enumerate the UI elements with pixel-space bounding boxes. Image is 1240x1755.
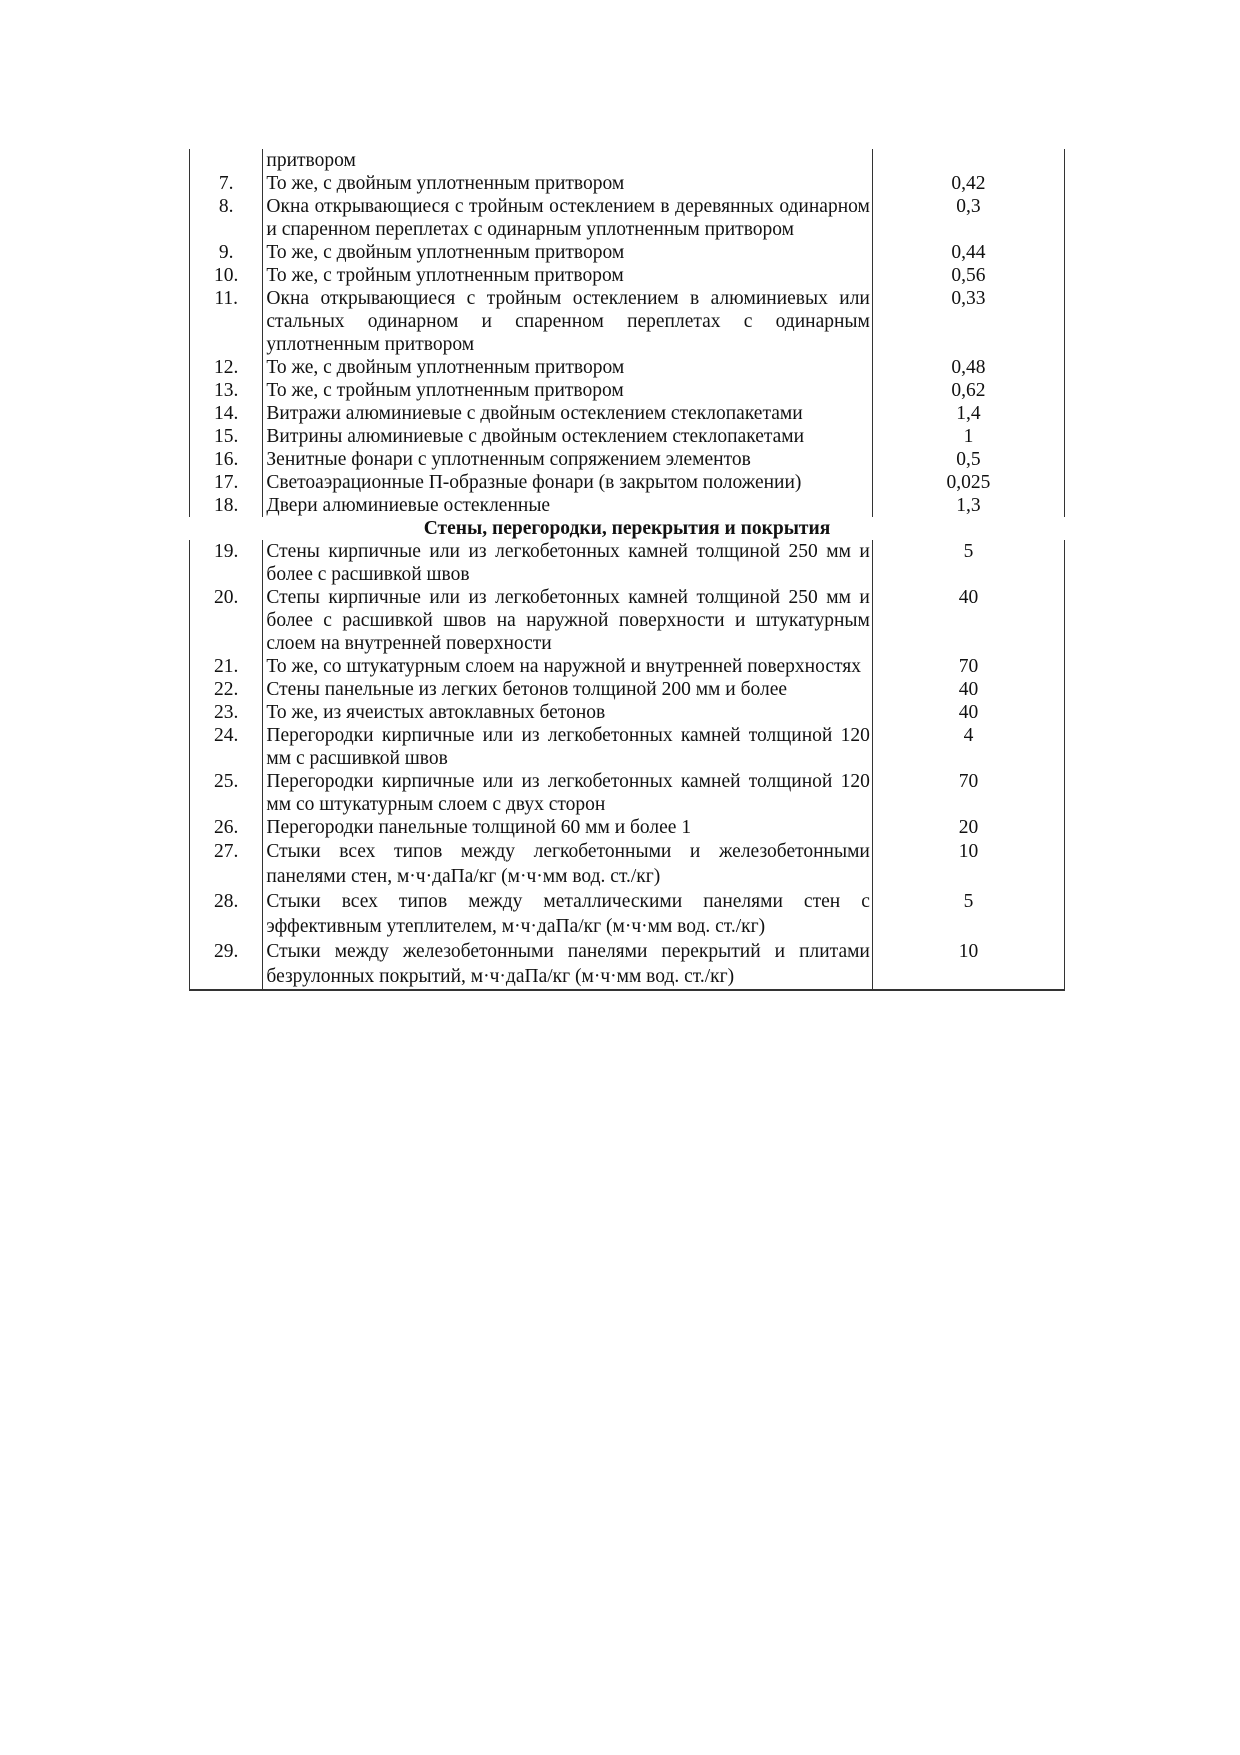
cell-val: 70 xyxy=(872,770,1064,816)
table-row xyxy=(190,149,1065,172)
cell-val: 1 xyxy=(872,425,1064,448)
cell-val: 0,48 xyxy=(872,356,1064,379)
cell-desc: Светоаэрационные П-образные фонари (в закрытом положении) xyxy=(266,472,802,493)
cell-num: 14. xyxy=(190,402,263,425)
cell-val: 10 xyxy=(872,839,1064,889)
table-row xyxy=(190,287,1065,356)
cell-val: 20 xyxy=(872,816,1064,839)
cell-val: 0,56 xyxy=(872,264,1064,287)
cell-num: 23. xyxy=(190,701,263,724)
cell-val: 70 xyxy=(872,655,1064,678)
table-row xyxy=(190,540,1065,586)
cell-num: 17. xyxy=(190,471,263,494)
cell-num: 27. xyxy=(190,839,263,889)
cell-num: 26. xyxy=(190,816,263,839)
cell-val: 1,3 xyxy=(872,494,1064,517)
cell-desc: Витрины алюминиевые с двойным остеклением стеклопакетами xyxy=(266,426,805,447)
cell-num: 25. xyxy=(190,770,263,816)
table-row xyxy=(190,264,1065,287)
cell-desc: Степы кирпичные или из легкобетонных камней толщиной 250 мм и более с расшивкой швов на наружной поверхности и штукатурным слоем на внутренней поверхности xyxy=(266,587,870,654)
cell-desc: Двери алюминиевые остекленные xyxy=(266,495,551,516)
cell-num: 22. xyxy=(190,678,263,701)
cell-desc: Стыки между железобетонными панелями перекрытий и плитами безрулонных покрытий, м·ч·даПа/кг (м·ч·мм вод. ст./кг) xyxy=(263,939,872,990)
cell-num: 13. xyxy=(190,379,263,402)
cell-num: 19. xyxy=(190,540,263,586)
cell-num: 18. xyxy=(190,494,263,517)
cell-desc: То же, с тройным уплотненным притвором xyxy=(266,380,624,401)
table-row xyxy=(190,379,1065,402)
cell-desc: Стены панельные из легких бетонов толщиной 200 мм и более xyxy=(266,679,788,700)
table-row xyxy=(190,839,1065,889)
table-row xyxy=(190,425,1065,448)
cell-desc: То же, из ячеистых автоклавных бетонов xyxy=(266,702,606,723)
cell-desc: Стены кирпичные или из легкобетонных камней толщиной 250 мм и более с расшивкой швов xyxy=(266,541,870,585)
cell-val: 0,3 xyxy=(872,195,1064,241)
cell-val: 1,4 xyxy=(872,402,1064,425)
section-row xyxy=(190,517,1065,540)
cell-val xyxy=(872,149,1064,172)
cell-val: 5 xyxy=(872,889,1064,939)
table-row xyxy=(190,195,1065,241)
table-body-windows xyxy=(190,149,1065,517)
cell-num: 12. xyxy=(190,356,263,379)
table-row xyxy=(190,889,1065,939)
air-permeability-table xyxy=(189,149,1065,991)
cell-val: 0,5 xyxy=(872,448,1064,471)
cell-num: 7. xyxy=(190,172,263,195)
cell-desc: То же, с двойным уплотненным притвором xyxy=(266,242,625,263)
cell-desc: Перегородки панельные толщиной 60 мм и более 1 xyxy=(266,817,692,838)
cell-desc: То же, с двойным уплотненным притвором xyxy=(266,357,625,378)
cell-desc: Окна открывающиеся с тройным остеклением в деревянных одинарном и спаренном переплетах с одинарным уплотненным притвором xyxy=(266,196,870,240)
cell-desc: То же, с тройным уплотненным притвором xyxy=(266,265,624,286)
table-row xyxy=(190,471,1065,494)
cell-num: 10. xyxy=(190,264,263,287)
cell-num: 15. xyxy=(190,425,263,448)
table-row xyxy=(190,172,1065,195)
cell-desc: притвором xyxy=(266,150,356,171)
cell-val: 0,42 xyxy=(872,172,1064,195)
table-body-walls xyxy=(190,540,1065,990)
table-row xyxy=(190,356,1065,379)
table-row xyxy=(190,724,1065,770)
cell-desc: Окна открывающиеся с тройным остеклением в алюминиевых или стальных одинарном и спаренном переплетах с одинарным уплотненным притвором xyxy=(266,288,870,355)
table-row xyxy=(190,701,1065,724)
table-row xyxy=(190,939,1065,990)
cell-val: 10 xyxy=(872,939,1064,990)
cell-num: 16. xyxy=(190,448,263,471)
cell-desc: Перегородки кирпичные или из легкобетонных камней толщиной 120 мм со штукатурным слоем с двух сторон xyxy=(266,771,870,815)
cell-desc: Стыки всех типов между легкобетонными и железобетонными панелями стен, м·ч·даПа/кг (м·ч·мм вод. ст./кг) xyxy=(266,841,870,887)
table-row xyxy=(190,586,1065,655)
cell-val: 0,62 xyxy=(872,379,1064,402)
document-page xyxy=(189,149,1065,991)
table-row xyxy=(190,770,1065,816)
table-section-header xyxy=(190,517,1065,540)
table-row xyxy=(190,816,1065,839)
cell-num: 8. xyxy=(190,195,263,241)
cell-desc: Стыки всех типов между металлическими панелями стен с эффективным утеплителем, м·ч·даПа/кг (м·ч·мм вод. ст./кг) xyxy=(266,891,870,937)
cell-val: 4 xyxy=(872,724,1064,770)
cell-desc: Витражи алюминиевые с двойным остеклением стеклопакетами xyxy=(266,403,803,424)
cell-desc: То же, со штукатурным слоем на наружной и внутренней поверхностях xyxy=(266,656,861,677)
table-row xyxy=(190,655,1065,678)
table-row xyxy=(190,494,1065,517)
cell-val: 0,33 xyxy=(872,287,1064,356)
cell-num: 11. xyxy=(190,287,263,356)
cell-num: 29. xyxy=(190,939,263,990)
table-row xyxy=(190,448,1065,471)
cell-desc: Зенитные фонари с уплотненным сопряжением элементов xyxy=(266,449,751,470)
cell-val: 40 xyxy=(872,586,1064,655)
section-title: Стены, перегородки, перекрытия и покрытия xyxy=(423,518,831,539)
table-row xyxy=(190,402,1065,425)
cell-num: 9. xyxy=(190,241,263,264)
cell-num xyxy=(190,149,263,172)
cell-val: 0,44 xyxy=(872,241,1064,264)
cell-val: 0,025 xyxy=(872,471,1064,494)
cell-num: 21. xyxy=(190,655,263,678)
table-row xyxy=(190,241,1065,264)
table-row xyxy=(190,678,1065,701)
cell-num: 24. xyxy=(190,724,263,770)
cell-desc: Перегородки кирпичные или из легкобетонных камней толщиной 120 мм с расшивкой швов xyxy=(266,725,870,769)
cell-val: 5 xyxy=(872,540,1064,586)
cell-num: 20. xyxy=(190,586,263,655)
cell-val: 40 xyxy=(872,678,1064,701)
cell-val: 40 xyxy=(872,701,1064,724)
cell-num: 28. xyxy=(190,889,263,939)
cell-desc: То же, с двойным уплотненным притвором xyxy=(266,173,625,194)
